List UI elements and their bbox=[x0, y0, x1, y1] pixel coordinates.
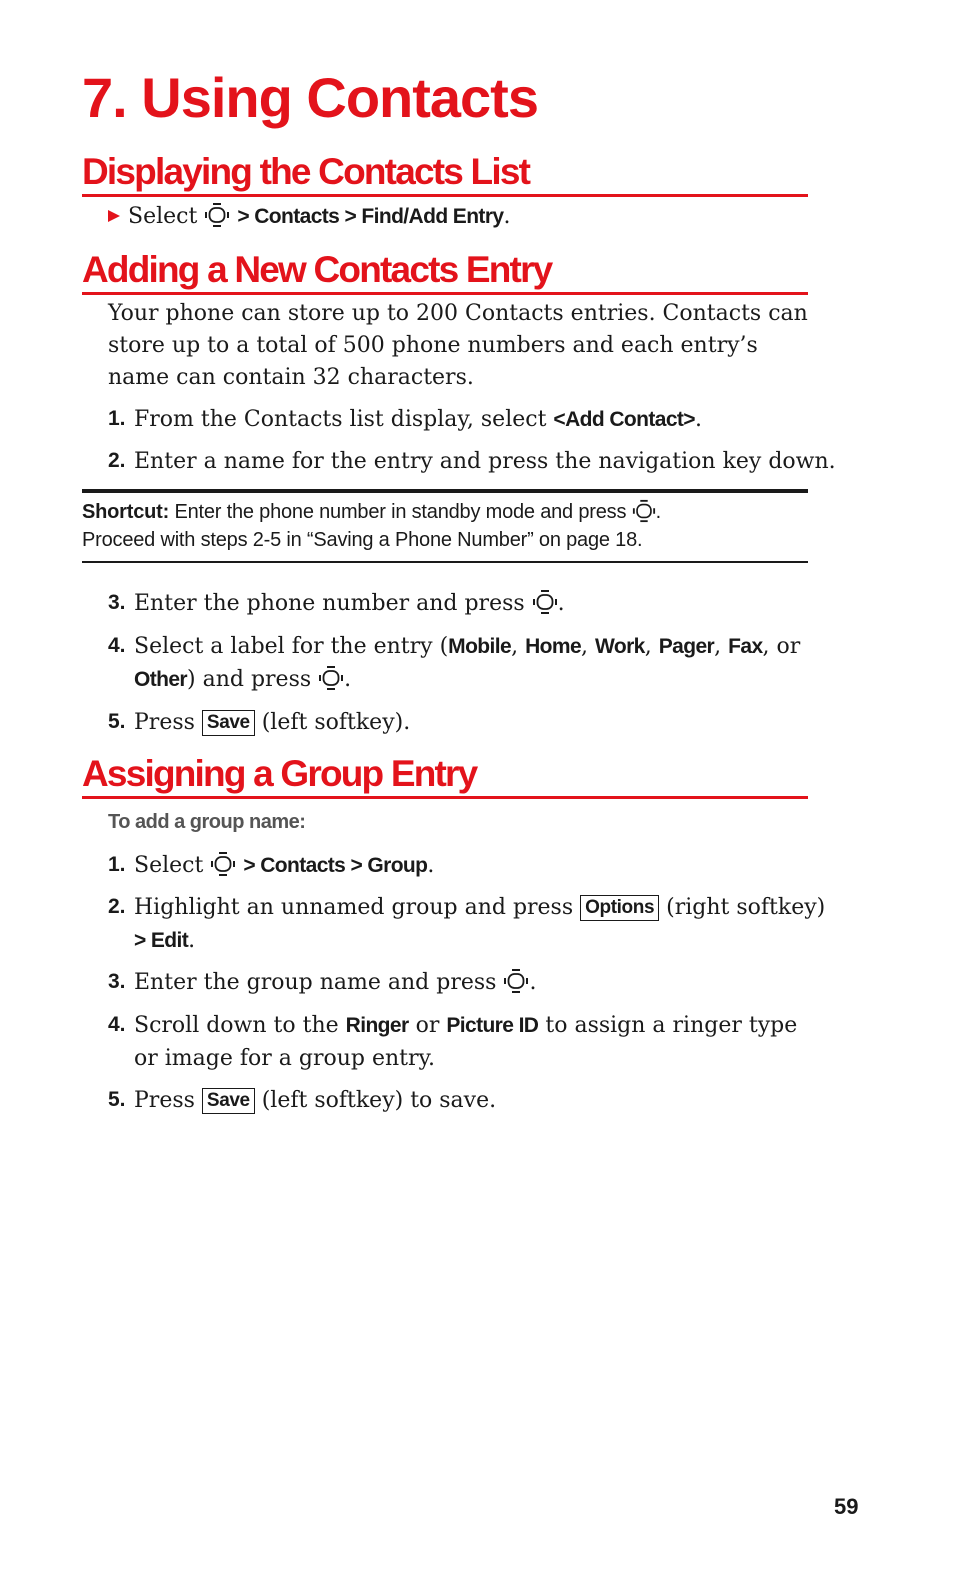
section-title-displaying: Displaying the Contacts List bbox=[82, 153, 808, 197]
group-step-3: Enter the group name and press . bbox=[134, 970, 537, 995]
group-step-1: Select > Contacts > Group. bbox=[134, 853, 435, 878]
nav-key-icon bbox=[632, 499, 656, 523]
section-title-adding: Adding a New Contacts Entry bbox=[82, 251, 808, 295]
nav-key-icon bbox=[210, 851, 236, 877]
picture-id-label: Picture ID bbox=[446, 1014, 539, 1037]
group-step-4-line-2: or image for a group entry. bbox=[134, 1046, 436, 1071]
step-number: 5. bbox=[108, 710, 126, 733]
page-number: 59 bbox=[834, 1494, 859, 1519]
right-triangle-icon bbox=[108, 209, 120, 223]
nav-key-icon bbox=[204, 202, 230, 228]
label-fax: Fax bbox=[728, 635, 763, 658]
nav-key-icon bbox=[503, 968, 529, 994]
shortcut-line-1: Shortcut: Enter the phone number in standby mode and press . bbox=[82, 501, 661, 523]
label-pager: Pager bbox=[658, 635, 715, 658]
save-softkey: Save bbox=[202, 710, 255, 736]
step-number: 5. bbox=[108, 1088, 126, 1111]
label-other: Other bbox=[134, 668, 188, 691]
adding-step-3: Enter the phone number and press . bbox=[134, 591, 565, 616]
shortcut-line-2: Proceed with steps 2-5 in “Saving a Phone Number” on page 18. bbox=[82, 529, 643, 551]
adding-step-1: From the Contacts list display, select <Add Contact>. bbox=[134, 407, 702, 432]
label-mobile: Mobile bbox=[448, 635, 512, 658]
group-sublabel: To add a group name: bbox=[108, 811, 306, 833]
save-softkey: Save bbox=[202, 1088, 255, 1114]
step-number: 1. bbox=[108, 407, 126, 430]
chapter-title: 7. Using Contacts bbox=[82, 66, 538, 129]
ringer-label: Ringer bbox=[345, 1014, 409, 1037]
displaying-instruction: Select > Contacts > Find/Add Entry. bbox=[108, 201, 510, 233]
group-step-2-line-1: Highlight an unnamed group and press Options (right softkey) bbox=[134, 895, 826, 920]
section-title-group: Assigning a Group Entry bbox=[82, 755, 808, 799]
contacts-path: > Contacts > Find/Add Entry bbox=[237, 205, 504, 228]
step-number: 4. bbox=[108, 634, 126, 657]
group-step-4-line-1: Scroll down to the Ringer or Picture ID to assign a ringer type bbox=[134, 1013, 798, 1038]
options-softkey: Options bbox=[580, 895, 659, 921]
nav-key-icon bbox=[318, 665, 344, 691]
adding-step-4-line-1: Select a label for the entry (Mobile, Home, Work, Pager, Fax, or bbox=[134, 634, 801, 659]
adding-step-5: Press Save (left softkey). bbox=[134, 710, 411, 735]
group-step-2-line-2: > Edit. bbox=[134, 928, 196, 953]
shortcut-box bbox=[82, 489, 808, 563]
edit-path: > Edit bbox=[134, 929, 189, 952]
nav-key-icon bbox=[532, 589, 558, 615]
step-number: 4. bbox=[108, 1013, 126, 1036]
step-number: 3. bbox=[108, 970, 126, 993]
step-number: 2. bbox=[108, 895, 126, 918]
adding-step-4-line-2: Other) and press . bbox=[134, 667, 352, 692]
adding-step-2: Enter a name for the entry and press the navigation key down. bbox=[134, 449, 836, 474]
step-number: 2. bbox=[108, 449, 126, 472]
step-number: 3. bbox=[108, 591, 126, 614]
label-home: Home bbox=[525, 635, 582, 658]
label-work: Work bbox=[595, 635, 645, 658]
adding-intro: Your phone can store up to 200 Contacts entries. Contacts can store up to a total of 500 phone numbers and each entry’s name can contain 32 characters. bbox=[108, 301, 808, 390]
group-path: > Contacts > Group bbox=[243, 854, 428, 877]
group-step-5: Press Save (left softkey) to save. bbox=[134, 1088, 497, 1113]
shortcut-label: Shortcut: bbox=[82, 501, 170, 523]
step-number: 1. bbox=[108, 853, 126, 876]
